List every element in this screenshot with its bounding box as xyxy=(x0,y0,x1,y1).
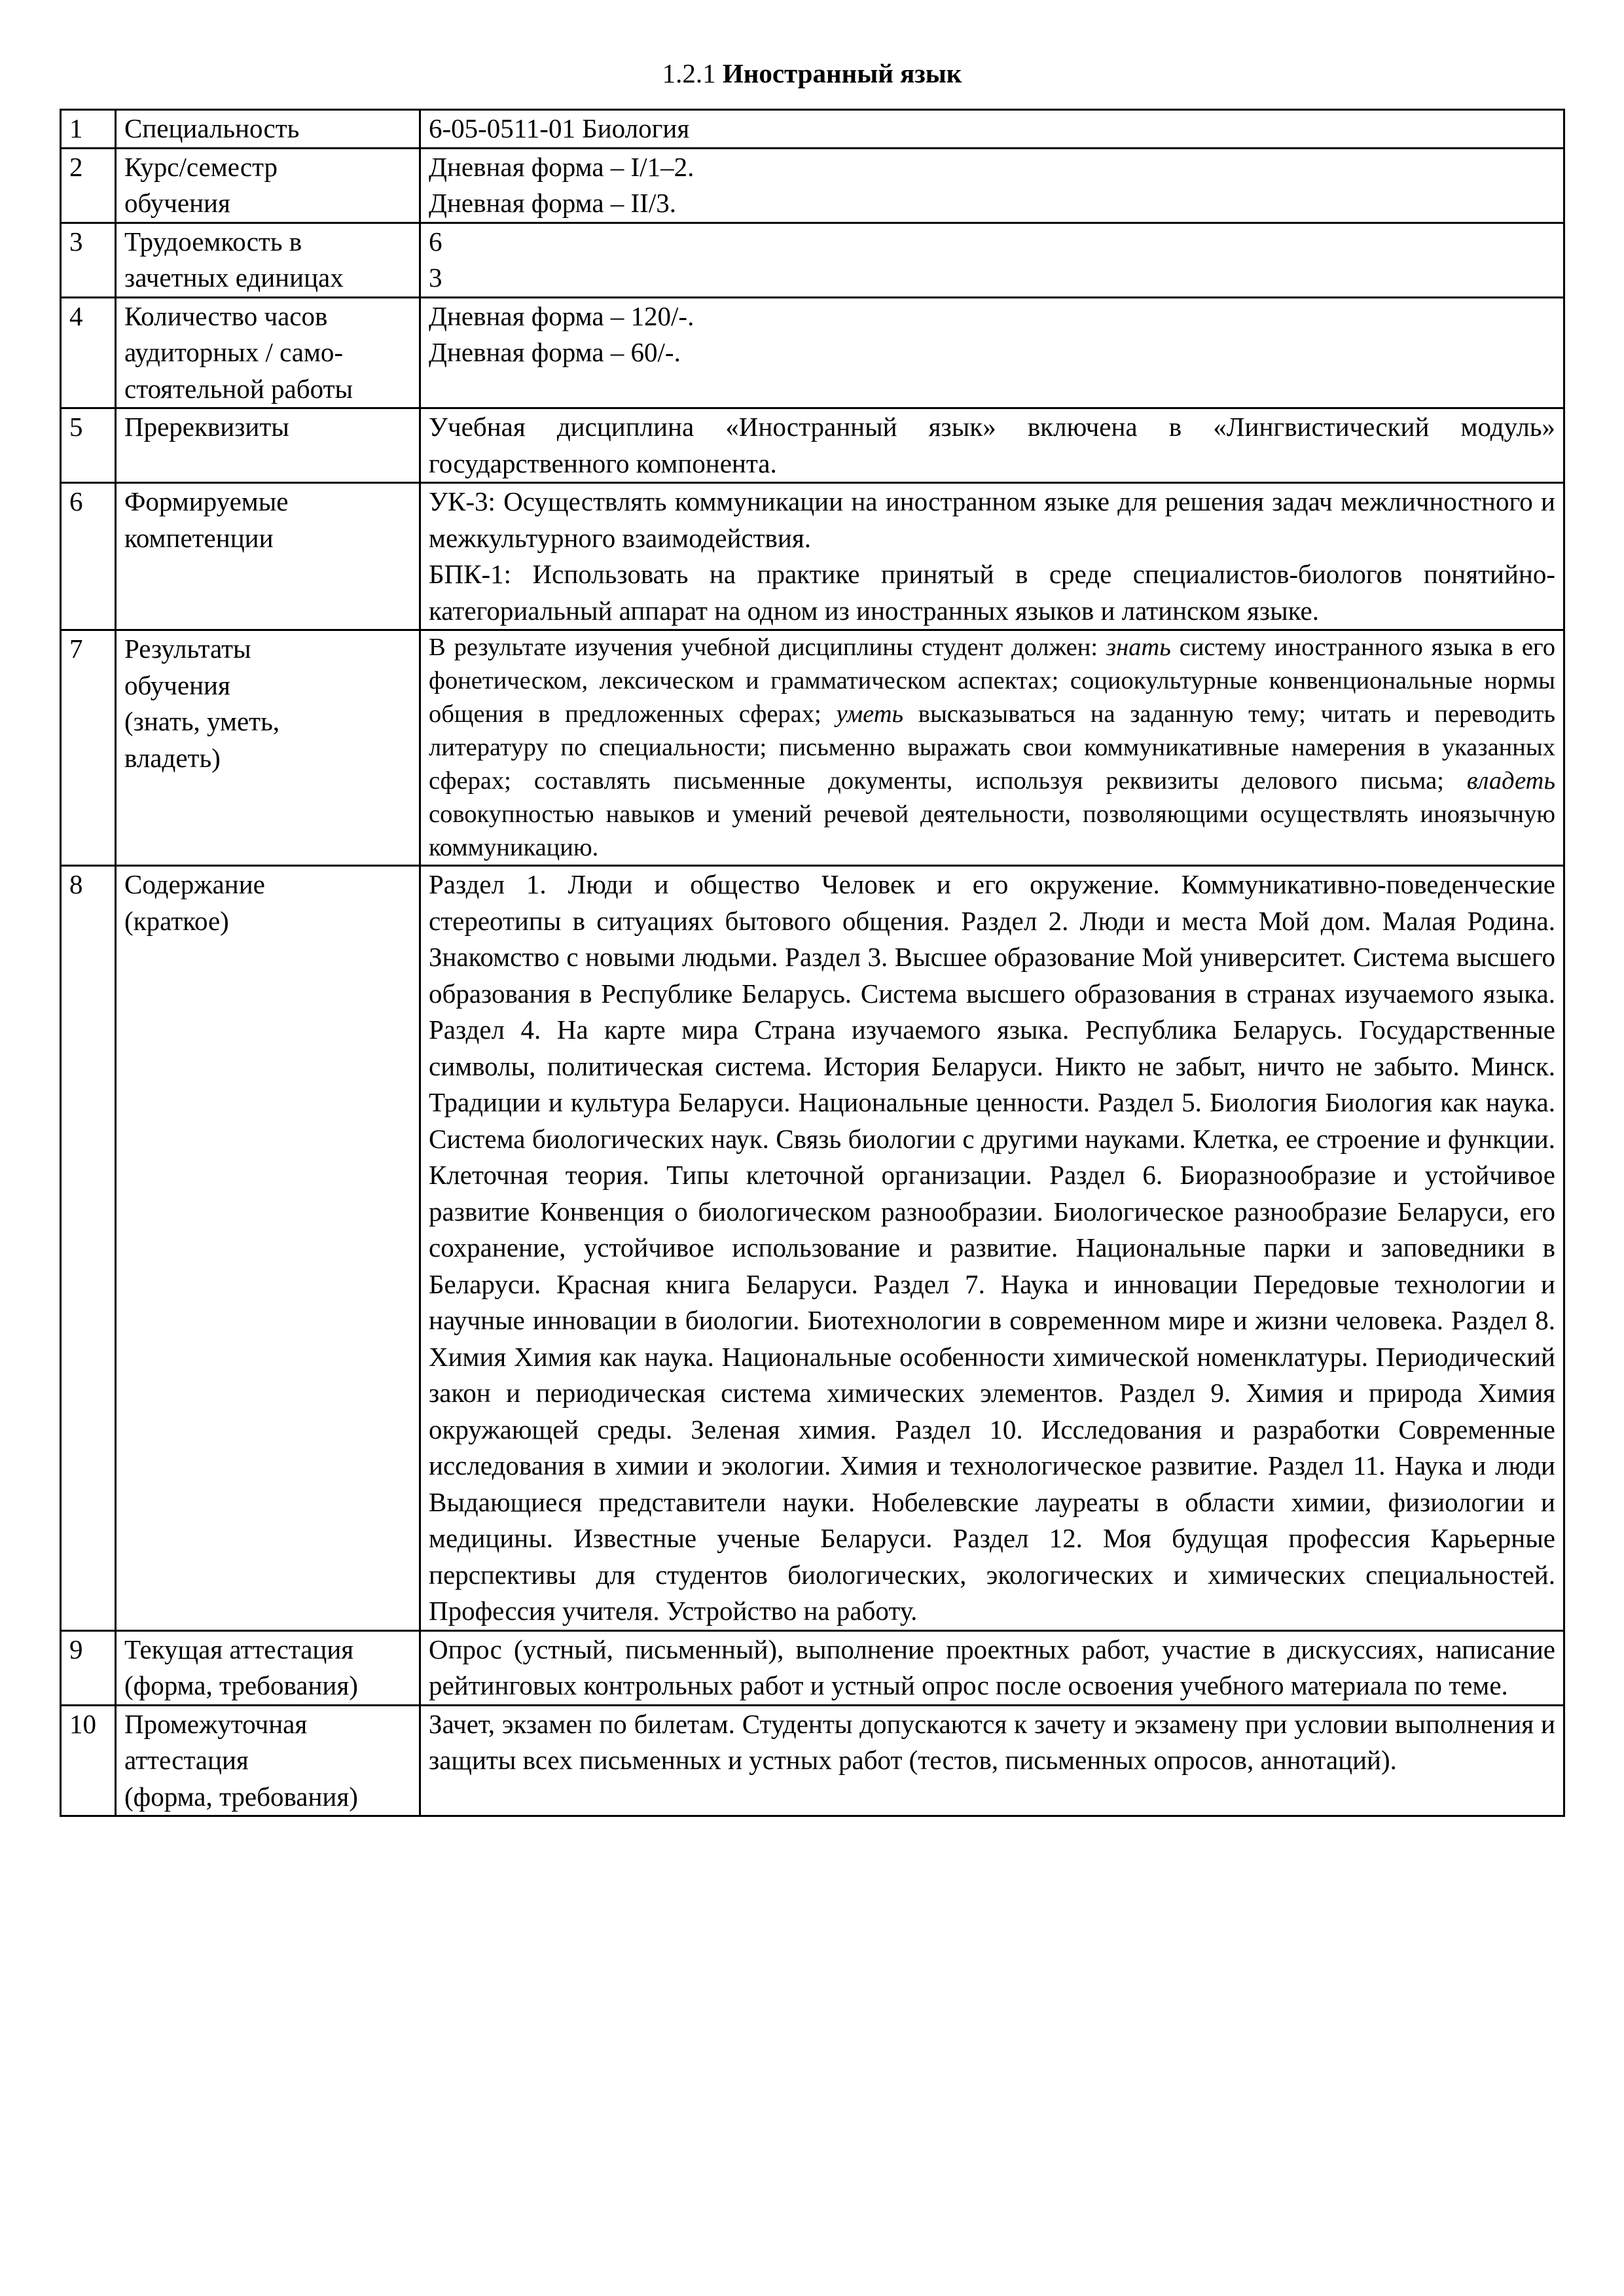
label-line: обучения xyxy=(124,188,230,218)
label-line: обучения xyxy=(124,670,230,700)
label-line: Количество часов xyxy=(124,300,328,331)
row-label xyxy=(116,297,420,408)
table-row xyxy=(61,148,1564,223)
row-label xyxy=(116,483,420,630)
row-value: Раздел 1. Люди и общество Человек и его окружение. Коммуникативно-поведенческие стереотипы в ситуациях бытового общения. Раздел 2. Люди и места Мой дом. Малая Родина. Знакомство с новыми людьми. Раздел 3. Высшее образование Мой университет. Система высшего образования в Республике Беларусь. Система высшего образования в странах изучаемого языка. Раздел 4. На карте мира Страна изучаемого языка. Республика Беларусь. Государственные символы, политическая система. История Беларуси. Никто не забыт, ничто не забыто. Минск. Традиции и культура Беларуси. Национальные ценности. Раздел 5. Биология Биология как наука. Система биологических наук. Связь биологии с другими науками. Клетка, ее строение и функции. Клеточная теория. Типы клеточной организации. Раздел 6. Биоразнообразие и устойчивое развитие Конвенция о биологическом разнообразии. Биологическое разнообразие Беларуси, его сохранение, устойчивое использование и развитие. Национальные парки и заповедники в Беларуси. Красная книга Беларуси. Раздел 7. Наука и инновации Передовые технологии и научные инновации в биологии. Биотехнологии в современном мире и жизни человека. Раздел 8. Химия Химия как наука. Национальные особенности химической номенклатуры. Периодический закон и периодическая система химических элементов. Раздел 9. Химия и природа Химия окружающей среды. Зеленая химия. Раздел 10. Исследования и разработки Современные исследования в химии и экологии. Химия и технологическое развитие. Раздел 11. Наука и люди Выдающиеся представители науки. Нобелевские лауреаты в области химии, физиологии и медицины. Известные ученые Беларуси. Раздел 12. Моя будущая профессия Карьерные перспективы для студентов биологических, экологических и химических специальностей. Профессия учителя. Устройство на работу. xyxy=(420,866,1564,1631)
row-number: 4 xyxy=(61,297,116,408)
discipline-table xyxy=(60,109,1565,1817)
row-label xyxy=(116,110,420,149)
row-label xyxy=(116,223,420,297)
title-number: 1.2.1 xyxy=(662,58,716,88)
value-line: Дневная форма – 60/-. xyxy=(429,337,681,367)
value-line: Дневная форма – I/1–2. xyxy=(429,151,695,182)
row-number: 10 xyxy=(61,1705,116,1816)
competence-uk3: УК-3: Осуществлять коммуникации на иностранном языке для решения задач межличностного и межкультурного взаимодействия. xyxy=(429,486,1555,553)
own-text: совокупностью навыков и умений речевой деятельности, позволяющими осуществлять иноязычную коммуникацию. xyxy=(429,800,1555,861)
label-line: (форма, требования) xyxy=(124,1781,358,1812)
label-line: Трудоемкость в xyxy=(124,226,302,257)
row-label xyxy=(116,148,420,223)
row-value xyxy=(420,110,1564,149)
label-line: Курс/семестр xyxy=(124,151,278,182)
label-line: (краткое) xyxy=(124,905,229,936)
value-line: 6 xyxy=(429,226,442,257)
label-line: Специальность xyxy=(124,113,300,143)
label-line: Текущая аттестация xyxy=(124,1634,354,1664)
can-word: уметь xyxy=(836,700,904,728)
table-row xyxy=(61,408,1564,483)
table-row xyxy=(61,1630,1564,1705)
know-text: систему иностранного языка в его фонетическом, лексическом и грамматическом аспектах; социокультурные конвенциональные нормы общения в предложенных сферах; xyxy=(429,634,1555,728)
table-row xyxy=(61,630,1564,866)
label-line: аудиторных / само- xyxy=(124,337,344,367)
label-line: компетенции xyxy=(124,522,274,553)
row-value: Опрос (устный, письменный), выполнение проектных работ, участие в дискуссиях, написание рейтинговых контрольных работ и устный опрос после освоения учебного материала по теме. xyxy=(420,1630,1564,1705)
label-line: владеть) xyxy=(124,742,221,773)
label-line: (форма, требования) xyxy=(124,1670,358,1700)
row-number: 9 xyxy=(61,1630,116,1705)
row-label xyxy=(116,1630,420,1705)
table-row xyxy=(61,110,1564,149)
table-row xyxy=(61,483,1564,630)
title-name: Иностранный язык xyxy=(722,58,962,88)
label-line: Пререквизиты xyxy=(124,412,289,442)
label-line: зачетных единицах xyxy=(124,262,344,293)
row-value xyxy=(420,297,1564,408)
table-row xyxy=(61,1705,1564,1816)
row-value xyxy=(420,630,1564,866)
row-number: 7 xyxy=(61,630,116,866)
row-number: 6 xyxy=(61,483,116,630)
own-word: владеть xyxy=(1466,767,1555,795)
row-value: Учебная дисциплина «Иностранный язык» включена в «Лингвистический модуль» государственного компонента. xyxy=(420,408,1564,483)
row-value: Зачет, экзамен по билетам. Студенты допускаются к зачету и экзамену при условии выполнения и защиты всех письменных и устных работ (тестов, письменных опросов, аннотаций). xyxy=(420,1705,1564,1816)
row-number: 2 xyxy=(61,148,116,223)
row-number: 8 xyxy=(61,866,116,1631)
label-line: аттестация xyxy=(124,1745,249,1775)
label-line: Формируемые xyxy=(124,486,289,516)
row-number: 1 xyxy=(61,110,116,149)
label-line: Промежуточная xyxy=(124,1708,308,1739)
label-line: Содержание xyxy=(124,869,265,899)
value-line: Дневная форма – II/3. xyxy=(429,188,676,218)
value-line: Дневная форма – 120/-. xyxy=(429,300,695,331)
row-number: 5 xyxy=(61,408,116,483)
value-line: 6-05-0511-01 Биология xyxy=(429,113,690,143)
row-value xyxy=(420,148,1564,223)
can-text: высказываться на заданную тему; читать и переводить литературу по специальности; письменно выражать свои коммуникативные намерения в указанных сферах; составлять письменные документы, используя реквизиты делового письма; xyxy=(429,700,1555,795)
table-row xyxy=(61,297,1564,408)
table-row xyxy=(61,866,1564,1631)
results-intro: В результате изучения учебной дисциплины студент должен: xyxy=(429,634,1107,661)
label-line: Результаты xyxy=(124,634,251,664)
label-line: (знать, уметь, xyxy=(124,706,280,736)
row-label xyxy=(116,630,420,866)
row-number: 3 xyxy=(61,223,116,297)
competence-bpk1: БПК-1: Использовать на практике принятый в среде специалистов-биологов понятийно-категориальный аппарат на одном из иностранных языков и латинском языке. xyxy=(429,559,1555,626)
row-value xyxy=(420,223,1564,297)
row-value xyxy=(420,483,1564,630)
row-label xyxy=(116,1705,420,1816)
label-line: стоятельной работы xyxy=(124,373,353,404)
row-label xyxy=(116,866,420,1631)
row-label xyxy=(116,408,420,483)
table-row xyxy=(61,223,1564,297)
value-line: 3 xyxy=(429,262,442,293)
know-word: знать xyxy=(1106,634,1171,661)
document-title xyxy=(0,55,1624,92)
